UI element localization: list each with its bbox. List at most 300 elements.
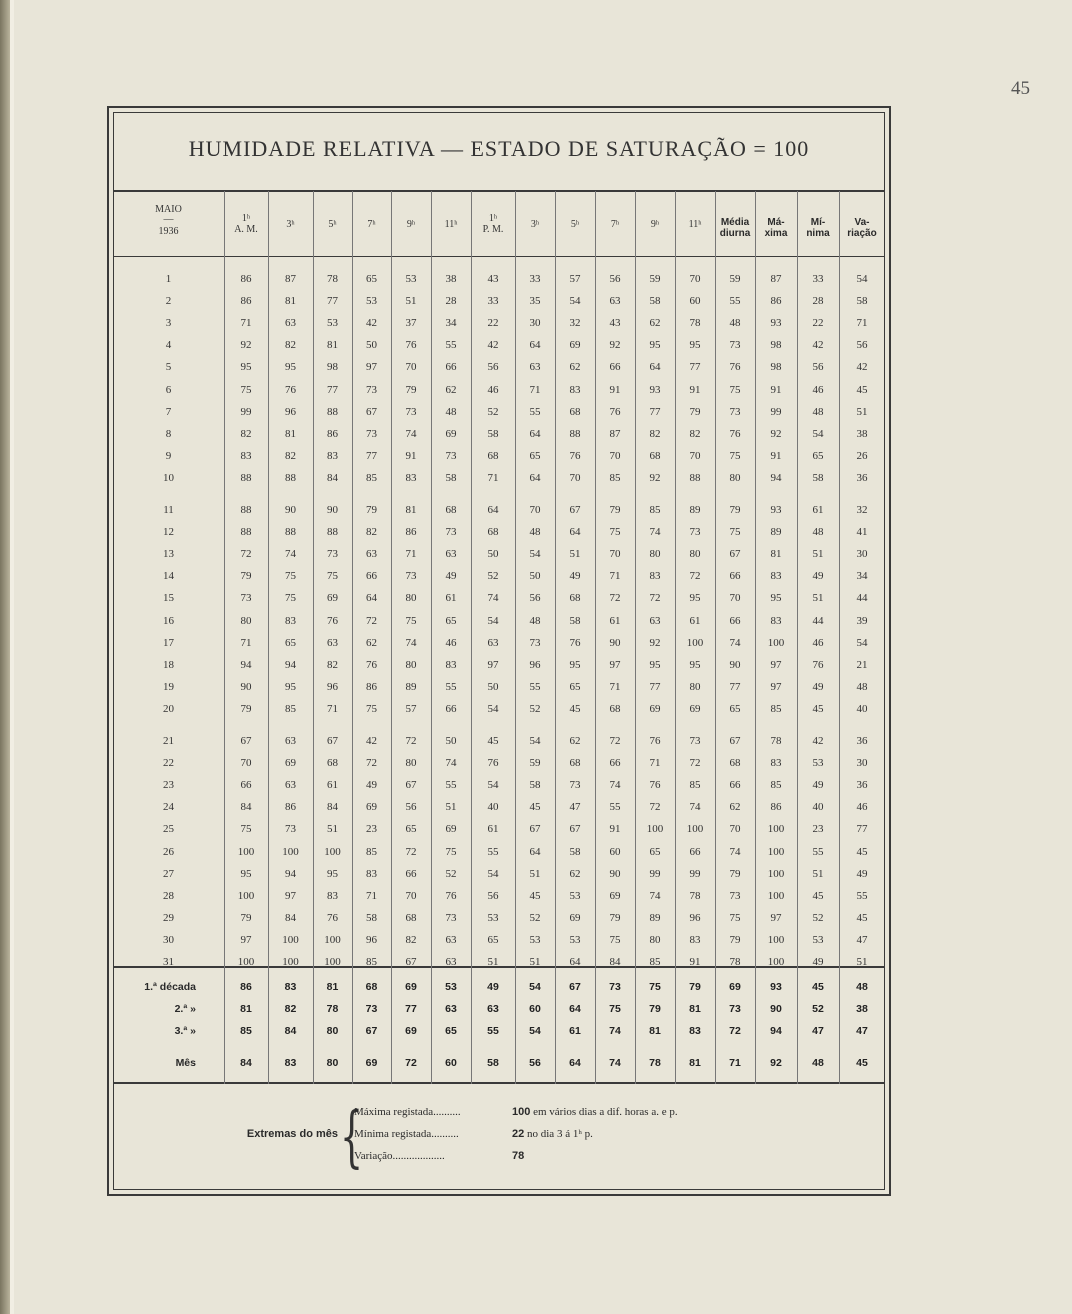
summary-cell: 65 [445, 1025, 457, 1037]
table-cell: 43 [487, 273, 499, 285]
column-header-top: 5ʰ [570, 219, 580, 230]
table-cell: 80 [405, 592, 417, 604]
table-cell: 52 [529, 703, 541, 715]
table-cell: 98 [770, 339, 782, 351]
summary-cell: 84 [240, 1057, 252, 1069]
table-cell: 92 [609, 339, 621, 351]
table-cell: 96 [366, 934, 377, 946]
table-cell: 97 [770, 681, 782, 693]
table-cell: 51 [405, 295, 417, 307]
page-edge [10, 0, 14, 1314]
table-cell: 55 [609, 801, 621, 813]
table-cell: 85 [285, 703, 296, 715]
table-cell: 75 [240, 384, 252, 396]
table-cell: 52 [445, 868, 457, 880]
table-cell: 86 [240, 273, 252, 285]
table-cell: 96 [327, 681, 338, 693]
table-cell: 45 [569, 703, 581, 715]
table-cell: 63 [366, 548, 377, 560]
table-cell: 71 [856, 317, 868, 329]
table-cell: 77 [689, 361, 701, 373]
extreme-value [512, 1106, 678, 1118]
table-cell: 63 [285, 735, 296, 747]
table-cell: 83 [770, 570, 782, 582]
table-cell: 60 [609, 846, 621, 858]
table-cell: 68 [729, 757, 741, 769]
table-cell: 87 [285, 273, 296, 285]
table-cell: 73 [240, 592, 252, 604]
table-cell: 73 [529, 637, 541, 649]
table-cell: 86 [770, 295, 782, 307]
table-cell: 67 [327, 735, 338, 747]
table-cell: 35 [529, 295, 541, 307]
table-cell: 79 [729, 934, 741, 946]
table-cell: 40 [856, 703, 868, 715]
table-cell: 82 [285, 450, 296, 462]
table-cell: 83 [569, 384, 581, 396]
table-cell: 65 [729, 703, 741, 715]
table-cell: 88 [327, 406, 338, 418]
summary-cell: 72 [729, 1025, 741, 1037]
table-cell: 99 [240, 406, 252, 418]
table-cell: 74 [285, 548, 296, 560]
summary-cell: 54 [529, 981, 541, 993]
table-cell: 51 [812, 868, 824, 880]
table-cell: 72 [405, 846, 417, 858]
table-cell: 84 [285, 912, 296, 924]
table-cell: 80 [649, 548, 661, 560]
table-cell: 94 [285, 868, 296, 880]
table-cell: 66 [729, 570, 741, 582]
table-cell: 80 [689, 681, 701, 693]
table-cell: 89 [649, 912, 661, 924]
summary-cell: 47 [856, 1025, 868, 1037]
table-cell: 85 [770, 703, 782, 715]
table-cell: 88 [240, 526, 252, 538]
table-cell: 77 [856, 823, 868, 835]
table-cell: 97 [770, 659, 782, 671]
table-cell: 72 [649, 592, 661, 604]
table-cell: 97 [609, 659, 621, 671]
table-cell: 92 [240, 339, 252, 351]
table-cell: 70 [689, 450, 701, 462]
day-label: 18 [163, 659, 174, 671]
table-cell: 52 [487, 570, 499, 582]
table-cell: 73 [366, 428, 377, 440]
table-cell: 67 [729, 735, 741, 747]
table-cell: 58 [366, 912, 377, 924]
day-label: 16 [163, 615, 174, 627]
table-cell: 85 [366, 472, 377, 484]
table-cell: 74 [609, 779, 621, 791]
table-cell: 83 [689, 934, 701, 946]
table-cell: 90 [327, 504, 338, 516]
table-cell: 95 [327, 868, 338, 880]
table-cell: 61 [487, 823, 499, 835]
day-label: 12 [163, 526, 174, 538]
summary-cell: 79 [649, 1003, 661, 1015]
summary-cell: 74 [609, 1025, 621, 1037]
table-cell: 83 [649, 570, 661, 582]
table-cell: 67 [405, 956, 417, 968]
table-cell: 97 [285, 890, 296, 902]
table-cell: 80 [689, 548, 701, 560]
day-label: 31 [163, 956, 174, 968]
column-header-top: 11ʰ [688, 219, 702, 230]
table-cell: 100 [237, 956, 255, 968]
table-cell: 66 [609, 757, 621, 769]
column-header-top: 3ʰ [286, 219, 295, 230]
summary-cell: 61 [569, 1025, 581, 1037]
table-cell: 66 [609, 361, 621, 373]
table-cell: 83 [240, 450, 252, 462]
table-cell: 79 [240, 570, 252, 582]
table-cell: 81 [285, 295, 296, 307]
table-cell: 64 [529, 472, 541, 484]
table-cell: 50 [487, 681, 499, 693]
table-cell: 55 [487, 846, 499, 858]
table-cell: 63 [445, 934, 457, 946]
column-header-bottom: nima [806, 228, 830, 239]
table-cell: 90 [285, 504, 296, 516]
table-cell: 79 [609, 912, 621, 924]
table-cell: 88 [327, 526, 338, 538]
table-cell: 63 [445, 548, 457, 560]
table-cell: 54 [529, 548, 541, 560]
extreme-value-number: 78 [512, 1150, 525, 1162]
day-label: 7 [165, 406, 172, 418]
summary-cell: 48 [856, 981, 868, 993]
table-cell: 97 [240, 934, 252, 946]
table-cell: 64 [487, 504, 499, 516]
table-cell: 53 [366, 295, 377, 307]
table-cell: 76 [285, 384, 296, 396]
table-cell: 23 [812, 823, 824, 835]
table-cell: 58 [856, 295, 868, 307]
table-cell: 96 [689, 912, 701, 924]
table-cell: 100 [237, 846, 255, 858]
table-cell: 90 [609, 868, 621, 880]
table-cell: 53 [569, 934, 581, 946]
table-cell: 73 [445, 912, 457, 924]
table-cell: 76 [729, 428, 741, 440]
table-cell: 95 [689, 592, 701, 604]
day-label: 3 [165, 317, 172, 329]
table-cell: 76 [812, 659, 824, 671]
table-cell: 48 [445, 406, 457, 418]
table-cell: 76 [445, 890, 457, 902]
table-cell: 51 [856, 406, 868, 418]
table-cell: 72 [689, 570, 701, 582]
table-cell: 76 [487, 757, 499, 769]
table-cell: 88 [285, 526, 296, 538]
table-cell: 75 [729, 450, 741, 462]
table-cell: 49 [812, 956, 824, 968]
table-cell: 56 [609, 273, 621, 285]
summary-cell: 69 [365, 1057, 378, 1069]
summary-cell: 63 [445, 1003, 457, 1015]
day-label: 24 [163, 801, 174, 813]
table-cell: 66 [445, 703, 457, 715]
table-cell: 30 [856, 548, 868, 560]
table-cell: 78 [770, 735, 782, 747]
table-cell: 69 [689, 703, 701, 715]
table-cell: 96 [529, 659, 541, 671]
summary-cell: 56 [529, 1057, 541, 1069]
table-cell: 100 [686, 823, 704, 835]
table-cell: 48 [856, 681, 868, 693]
column-header-top: 1ʰ [241, 213, 251, 224]
summary-cell: 81 [240, 1003, 252, 1015]
table-cell: 97 [770, 912, 782, 924]
table-cell: 26 [856, 450, 868, 462]
table-cell: 83 [770, 615, 782, 627]
table-cell: 89 [770, 526, 782, 538]
table-cell: 98 [327, 361, 338, 373]
table-cell: 69 [366, 801, 377, 813]
table-cell: 74 [729, 637, 741, 649]
table-cell: 49 [569, 570, 581, 582]
column-header-top: 7ʰ [610, 219, 620, 230]
table-cell: 62 [569, 868, 581, 880]
table-cell: 58 [487, 428, 499, 440]
table-cell: 52 [812, 912, 824, 924]
header-dash: — [163, 214, 174, 225]
table-cell: 82 [689, 428, 701, 440]
column-header-bottom: P. M. [482, 224, 504, 235]
table-cell: 76 [649, 779, 661, 791]
extreme-name: Variação................... [354, 1150, 445, 1162]
summary-cell: 69 [405, 1025, 417, 1037]
table-cell: 68 [487, 526, 499, 538]
table-cell: 63 [285, 317, 296, 329]
table-cell: 55 [729, 295, 741, 307]
summary-cell: 52 [812, 1003, 824, 1015]
table-cell: 58 [529, 779, 541, 791]
summary-cell: 81 [689, 1057, 701, 1069]
summary-cell: 82 [284, 1003, 297, 1015]
table-cell: 56 [487, 361, 499, 373]
header-divider [113, 256, 885, 257]
table-cell: 53 [569, 890, 581, 902]
table-cell: 73 [729, 890, 741, 902]
day-label: 30 [163, 934, 174, 946]
summary-cell: 67 [365, 1025, 378, 1037]
table-cell: 61 [812, 504, 824, 516]
table-cell: 80 [405, 659, 417, 671]
table-cell: 87 [609, 428, 621, 440]
table-cell: 51 [327, 823, 338, 835]
table-cell: 51 [487, 956, 499, 968]
table-cell: 54 [529, 735, 541, 747]
table-cell: 83 [327, 450, 338, 462]
table-cell: 50 [445, 735, 457, 747]
table-cell: 58 [812, 472, 824, 484]
table-cell: 28 [445, 295, 457, 307]
summary-label: 3.ª » [174, 1025, 196, 1037]
extreme-value [512, 1128, 593, 1140]
summary-label: 2.ª » [174, 1003, 196, 1015]
column-header-bottom: xima [764, 228, 788, 239]
table-cell: 75 [445, 846, 457, 858]
summary-label: Mês [175, 1057, 196, 1069]
table-cell: 22 [487, 317, 499, 329]
table-cell: 77 [649, 681, 661, 693]
table-cell: 100 [767, 956, 785, 968]
table-cell: 97 [487, 659, 499, 671]
table-cell: 39 [856, 615, 868, 627]
summary-cell: 68 [365, 981, 378, 993]
table-cell: 70 [609, 548, 621, 560]
table-cell: 86 [405, 526, 417, 538]
table-cell: 80 [649, 934, 661, 946]
table-cell: 55 [812, 846, 824, 858]
table-cell: 43 [609, 317, 621, 329]
table-cell: 54 [812, 428, 824, 440]
summary-cell: 48 [812, 1057, 824, 1069]
table-cell: 33 [487, 295, 499, 307]
summary-cell: 77 [405, 1003, 417, 1015]
table-cell: 63 [529, 361, 541, 373]
table-cell: 45 [487, 735, 499, 747]
table-cell: 91 [609, 823, 621, 835]
table-cell: 86 [327, 428, 338, 440]
summary-cell: 64 [569, 1003, 581, 1015]
table-cell: 52 [487, 406, 499, 418]
column-header-top: 5ʰ [328, 219, 337, 230]
table-cell: 51 [529, 956, 541, 968]
table-cell: 71 [240, 317, 252, 329]
table-cell: 100 [767, 846, 785, 858]
table-cell: 65 [649, 846, 661, 858]
table-cell: 100 [767, 868, 785, 880]
table-cell: 95 [689, 339, 701, 351]
table-cell: 47 [856, 934, 868, 946]
table-cell: 73 [366, 384, 377, 396]
table-cell: 82 [405, 934, 417, 946]
table-cell: 80 [729, 472, 741, 484]
table-cell: 55 [856, 890, 868, 902]
table-cell: 96 [285, 406, 296, 418]
table-cell: 83 [366, 868, 377, 880]
table-cell: 72 [689, 757, 701, 769]
table-cell: 76 [327, 615, 338, 627]
table-cell: 62 [729, 801, 741, 813]
table-cell: 83 [285, 615, 296, 627]
table-cell: 50 [529, 570, 541, 582]
table-cell: 72 [366, 615, 377, 627]
page-number: 45 [1011, 78, 1030, 99]
summary-cell: 80 [326, 1057, 339, 1069]
table-cell: 21 [856, 659, 868, 671]
summary-cell: 85 [240, 1025, 252, 1037]
table-cell: 23 [366, 823, 377, 835]
table-cell: 54 [856, 637, 868, 649]
day-label: 20 [163, 703, 174, 715]
table-cell: 78 [689, 317, 701, 329]
column-header-top: 11ʰ [444, 219, 458, 230]
table-cell: 76 [569, 450, 581, 462]
day-label: 27 [163, 868, 174, 880]
table-cell: 79 [405, 384, 417, 396]
table-cell: 54 [487, 779, 499, 791]
table-cell: 45 [812, 890, 824, 902]
table-cell: 47 [569, 801, 581, 813]
extreme-name: Mínima registada.......... [354, 1128, 459, 1140]
table-cell: 70 [729, 592, 741, 604]
summary-cell: 73 [365, 1003, 378, 1015]
table-cell: 28 [812, 295, 824, 307]
table-cell: 67 [405, 779, 417, 791]
table-cell: 100 [767, 823, 785, 835]
summary-cell: 83 [689, 1025, 701, 1037]
table-cell: 86 [240, 295, 252, 307]
summary-cell: 45 [812, 981, 824, 993]
table-cell: 79 [366, 504, 377, 516]
extremes-label: Extremas do mês [246, 1128, 338, 1140]
table-cell: 73 [445, 450, 457, 462]
table-cell: 52 [529, 912, 541, 924]
table-cell: 41 [856, 526, 868, 538]
summary-cell: 71 [729, 1057, 741, 1069]
table-cell: 94 [770, 472, 782, 484]
table-cell: 74 [689, 801, 701, 813]
table-cell: 75 [366, 703, 377, 715]
table-cell: 75 [240, 823, 252, 835]
table-cell: 64 [649, 361, 661, 373]
table-cell: 51 [529, 868, 541, 880]
extreme-detail: em vários dias a dif. horas a. e p. [530, 1106, 678, 1118]
extreme-value-number: 22 [512, 1128, 525, 1140]
table-cell: 95 [240, 868, 252, 880]
table-cell: 61 [445, 592, 457, 604]
day-label: 23 [163, 779, 174, 791]
table-cell: 36 [856, 735, 868, 747]
table-cell: 67 [529, 823, 541, 835]
summary-cell: 81 [689, 1003, 701, 1015]
column-header-top: 9ʰ [406, 219, 416, 230]
table-cell: 56 [812, 361, 824, 373]
table-cell: 70 [405, 890, 417, 902]
table-cell: 68 [609, 703, 621, 715]
table-cell: 70 [529, 504, 541, 516]
table-cell: 87 [770, 273, 782, 285]
table-cell: 70 [689, 273, 701, 285]
table-cell: 74 [649, 890, 661, 902]
table-cell: 79 [609, 504, 621, 516]
table-cell: 68 [569, 757, 581, 769]
table-cell: 90 [609, 637, 621, 649]
table-cell: 78 [327, 273, 338, 285]
table-cell: 100 [282, 846, 299, 858]
table-cell: 59 [729, 273, 741, 285]
table-cell: 75 [729, 526, 741, 538]
table-cell: 42 [812, 735, 824, 747]
table-cell: 100 [767, 637, 785, 649]
column-header-top: Va- [854, 217, 870, 228]
table-cell: 45 [812, 703, 824, 715]
table-cell: 85 [689, 779, 701, 791]
table-cell: 100 [282, 956, 299, 968]
table-cell: 53 [487, 912, 499, 924]
table-cell: 73 [729, 406, 741, 418]
table-cell: 76 [609, 406, 621, 418]
column-header-top: Média [720, 217, 750, 228]
day-label: 1 [165, 273, 172, 285]
table-cell: 81 [405, 504, 417, 516]
table-cell: 48 [812, 406, 824, 418]
table-cell: 45 [529, 801, 541, 813]
